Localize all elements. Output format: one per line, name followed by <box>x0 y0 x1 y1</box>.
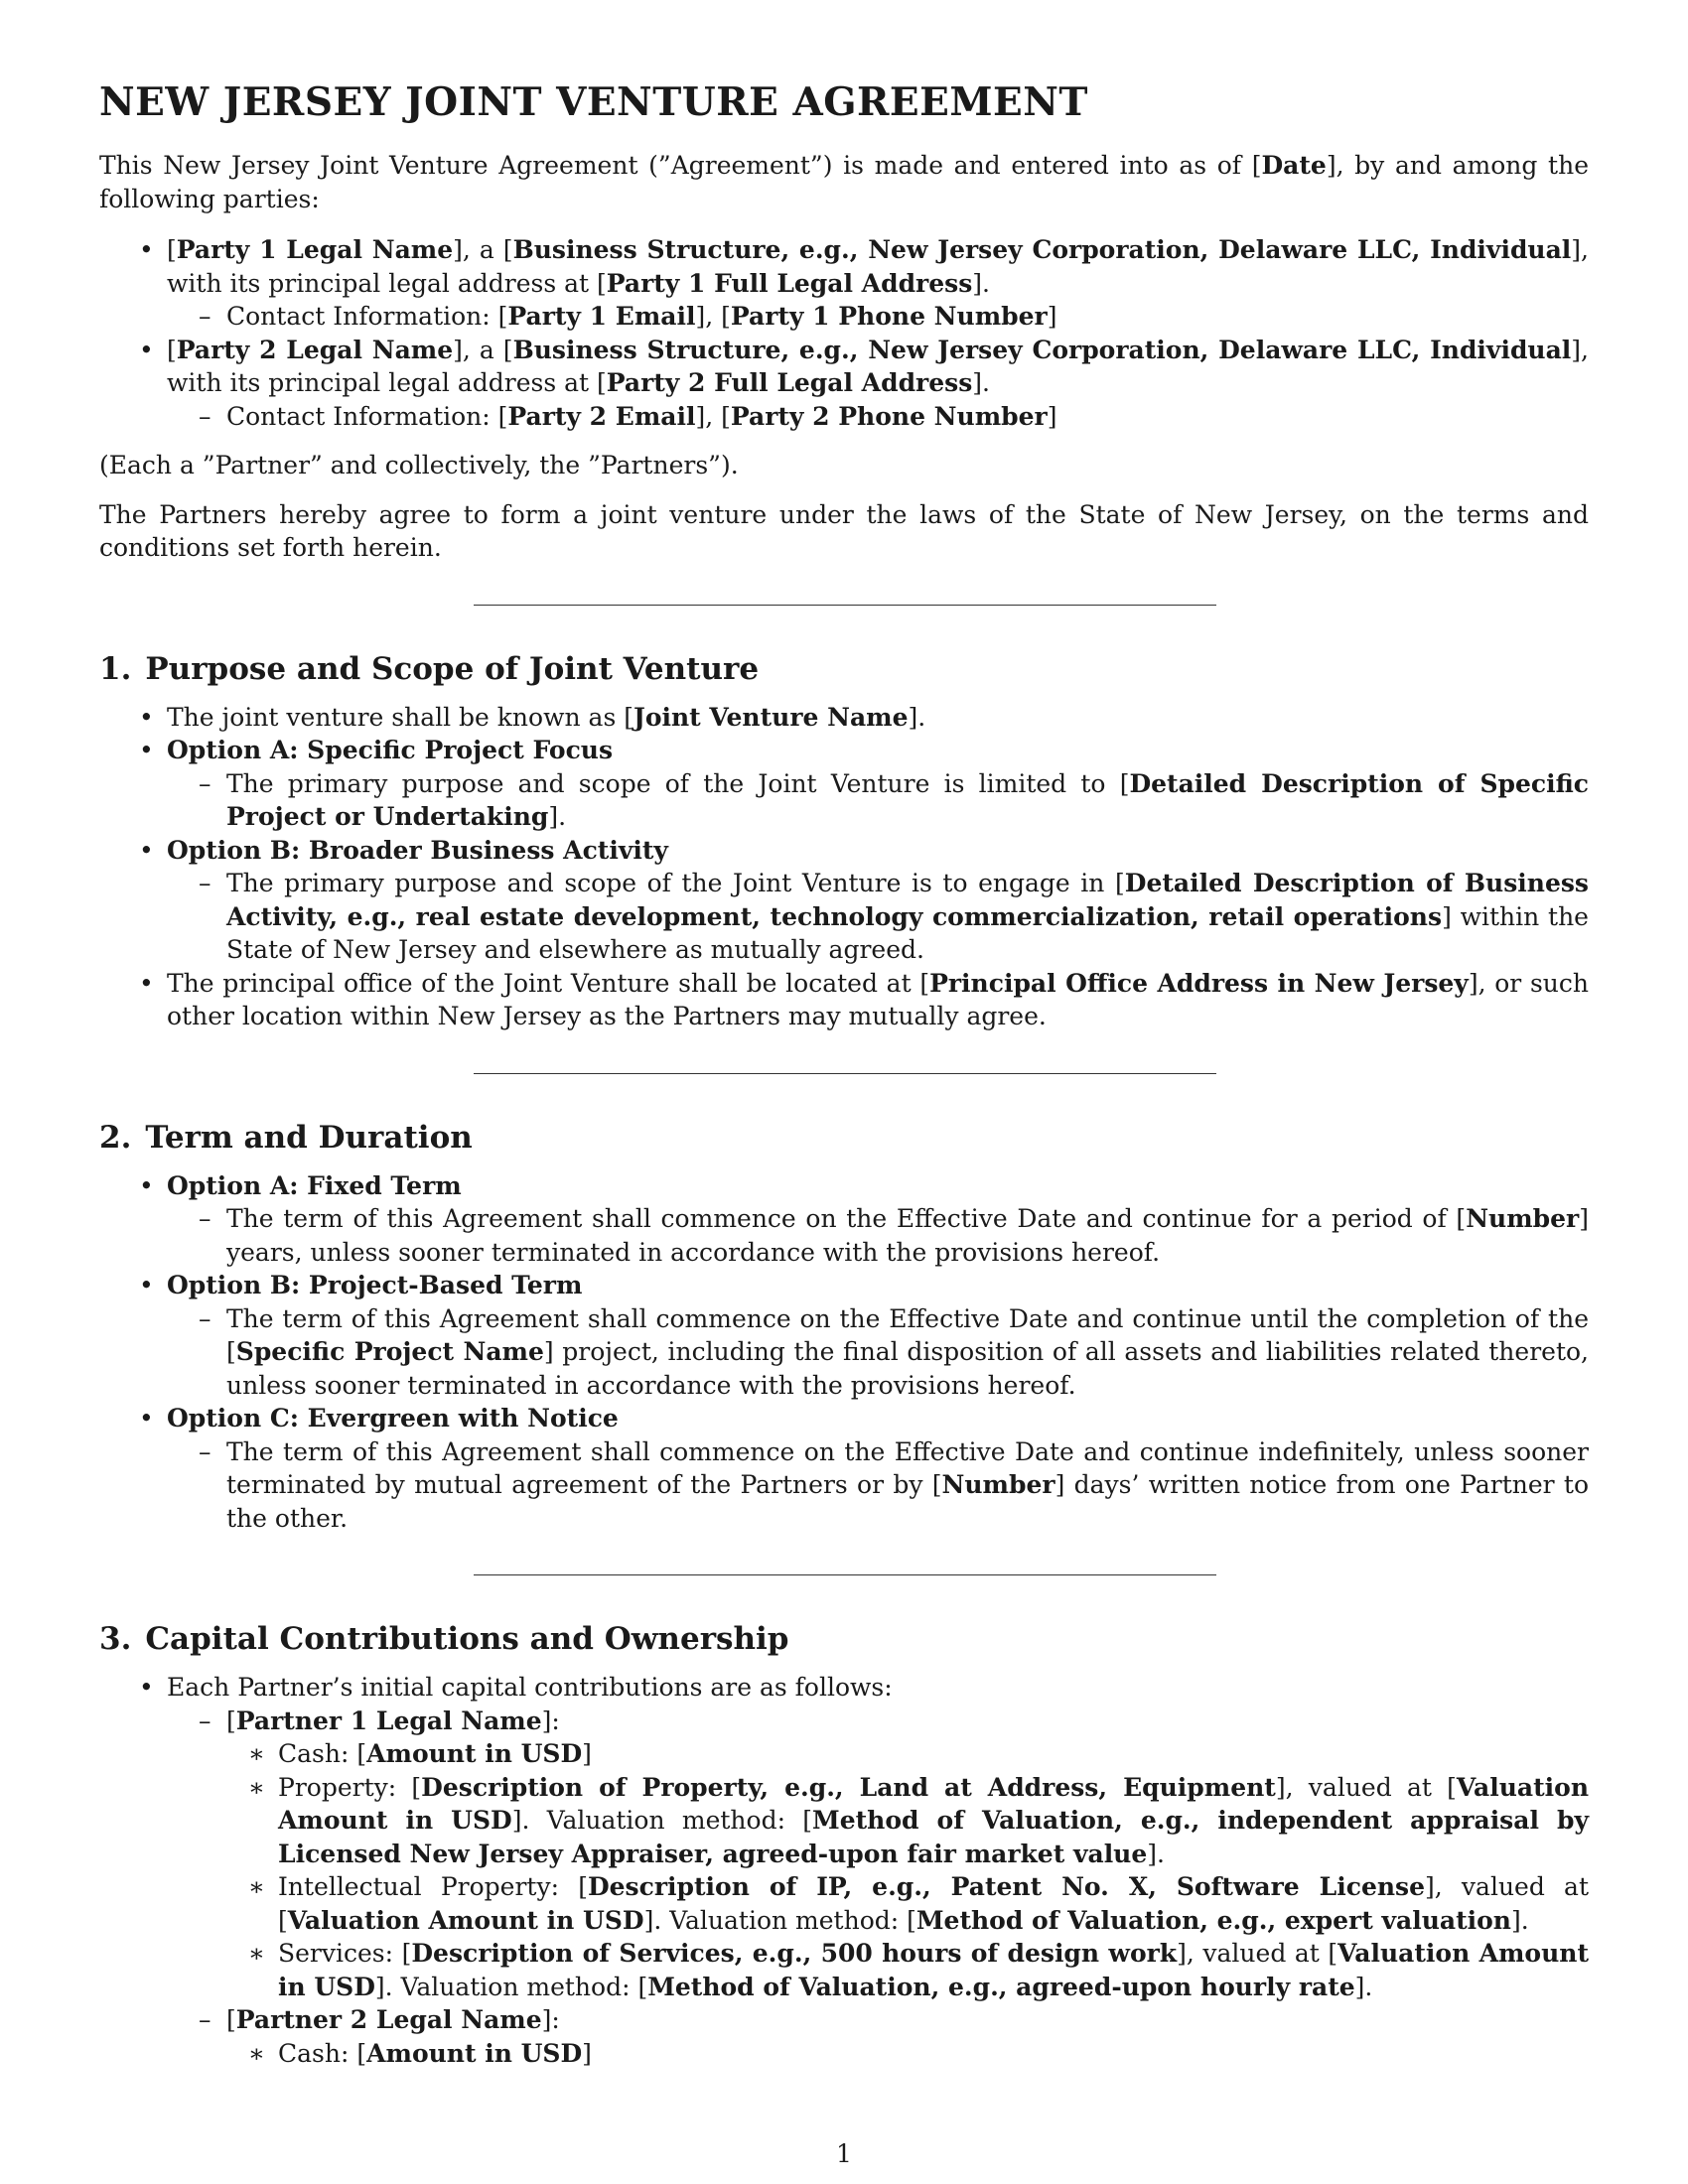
list-item <box>99 1169 1589 1270</box>
section-divider <box>474 1574 1216 1575</box>
list-item: ∗ Cash: [Amount in USD] <box>226 2037 1589 2071</box>
list-item: ∗ Services: [Description of Services, e.g., 500 hours of design work], valued at [Valuation Amount in USD]. Valuation method: [Method of Valuation, e.g., agreed-upon hourly rate]. <box>226 1937 1589 2003</box>
list-item <box>99 1402 1589 1535</box>
partner-1-contributions: – [Partner 1 Legal Name]: ∗ Cash: [Amount in USD] ∗ Property: [Description of Property, e.g., Land at Address, Equipment], valued at [Valuation Amount in USD]. Valuation method: [Method of Valuation, e.g., independent appraisal by Licensed New Jersey Appraiser, agreed-upon fair market value]. ∗ Intellectual Property: [Description of IP, e.g., Patent No. X, Software License], valued at [Valuation Amount in USD]. Valuation method: [Method of Valuation, e.g., expert valuation]. ∗ Services: [Description of Services, e.g., 500 hours of design work], valued at [Valuation Amount in USD]. Valuation method: [Method of Valuation, e.g., agreed-upon hourly rate]. <box>167 1705 1589 2004</box>
party-2-contact: – Contact Information: [Party 2 Email], [Party 2 Phone Number] <box>167 400 1589 434</box>
section-1-list <box>99 701 1589 1033</box>
list-item: – The term of this Agreement shall commence on the Effective Date and continue for a period of [Number] years, unless sooner terminated in accordance with the provisions hereof. <box>167 1202 1589 1269</box>
list-item: • The principal office of the Joint Venture shall be located at [Principal Office Address in New Jersey], or such other location within New Jersey as the Partners may mutually agree. <box>99 967 1589 1033</box>
list-item: • Each Partner’s initial capital contributions are as follows: – [Partner 1 Legal Name]: ∗ Cash: [Amount in USD] ∗ Property: [Description of Property, e.g., Land at Address, Equipment], valued at [Valuation Amount in USD]. Valuation method: [Method of Valuation, e.g., independent appraisal by Licensed New Jersey Appraiser, agreed-upon fair market value]. ∗ Intellectual Property: [Description of IP, e.g., Patent No. X, Software License], valued at [Valuation Amount in USD]. Valuation method: [Method of Valuation, e.g., expert valuation]. ∗ Services: [Description of Services, e.g., 500 hours of design work], valued at [Valuation Amount in USD]. Valuation method: [Method of Valuation, e.g., agreed-upon hourly rate]. – [Partner 2 Legal Name]: ∗ Cash: [Amount in USD] <box>99 1671 1589 2070</box>
agreement-paragraph: The Partners hereby agree to form a joint venture under the laws of the State of New Jersey, on the terms and conditions set forth herein. <box>99 499 1589 562</box>
list-item <box>99 734 1589 834</box>
list-item: – The primary purpose and scope of the Joint Venture is limited to [Detailed Description of Specific Project or Undertaking]. <box>167 767 1589 834</box>
page-number: 1 <box>836 2139 852 2168</box>
option-label: Option B: Project-Based Term <box>167 1271 583 1299</box>
section-1-heading: 1. Purpose and Scope of Joint Venture <box>99 650 760 687</box>
option-label: Option C: Evergreen with Notice <box>167 1404 619 1433</box>
list-item: – The primary purpose and scope of the Joint Venture is to engage in [Detailed Description of Business Activity, e.g., real estate development, technology commercialization, retail operations] within the State of New Jersey and elsewhere as mutually agreed. <box>167 867 1589 967</box>
document-title: NEW JERSEY JOINT VENTURE AGREEMENT <box>99 79 1088 125</box>
section-divider <box>474 605 1216 606</box>
list-item: ∗ Cash: [Amount in USD] <box>226 1737 1589 1771</box>
document-page <box>99 77 1589 2070</box>
list-item <box>99 834 1589 967</box>
parties-list <box>99 233 1589 433</box>
party-1-contact: – Contact Information: [Party 1 Email], [Party 1 Phone Number] <box>167 300 1589 334</box>
list-item: – The term of this Agreement shall commence on the Effective Date and continue until the completion of the [Specific Project Name] project, including the final disposition of all assets and liabilities related thereto, unless sooner terminated in accordance with the provisions hereof. <box>167 1302 1589 1403</box>
option-label: Option B: Broader Business Activity <box>167 835 668 865</box>
option-label: Option A: Fixed Term <box>167 1170 462 1200</box>
section-3-heading: 3. Capital Contributions and Ownership <box>99 1621 789 1657</box>
party-1-item: • [Party 1 Legal Name], a [Business Structure, e.g., New Jersey Corporation, Delaware LLC, Individual], with its principal legal address at [Party 1 Full Legal Address]. – Contact Information: [Party 1 Email], [Party 1 Phone Number] <box>99 233 1589 334</box>
option-label: Option A: Specific Project Focus <box>167 736 614 764</box>
list-item: • The joint venture shall be known as [Joint Venture Name]. <box>99 701 1589 735</box>
date-placeholder: Date <box>1261 151 1327 180</box>
each-partner-paragraph: (Each a ”Partner” and collectively, the ”Partners”). <box>99 451 739 479</box>
section-divider <box>474 1073 1216 1074</box>
section-3-list <box>99 1671 1589 2070</box>
intro-paragraph: This New Jersey Joint Venture Agreement (”Agreement”) is made and entered into as of [Date], by and among the following parties: <box>99 151 1589 213</box>
partner-2-contributions: – [Partner 2 Legal Name]: ∗ Cash: [Amount in USD] <box>167 2003 1589 2070</box>
party-2-item: • [Party 2 Legal Name], a [Business Structure, e.g., New Jersey Corporation, Delaware LLC, Individual], with its principal legal address at [Party 2 Full Legal Address]. – Contact Information: [Party 2 Email], [Party 2 Phone Number] <box>99 334 1589 434</box>
list-item: ∗ Intellectual Property: [Description of IP, e.g., Patent No. X, Software License], valued at [Valuation Amount in USD]. Valuation method: [Method of Valuation, e.g., expert valuation]. <box>226 1870 1589 1937</box>
list-item: – The term of this Agreement shall commence on the Effective Date and continue indefinitely, unless sooner terminated by mutual agreement of the Partners or by [Number] days’ written notice from one Partner to the other. <box>167 1435 1589 1536</box>
section-2-heading: 2. Term and Duration <box>99 1119 473 1156</box>
list-item: ∗ Property: [Description of Property, e.g., Land at Address, Equipment], valued at [Valuation Amount in USD]. Valuation method: [Method of Valuation, e.g., independent appraisal by Licensed New Jersey Appraiser, agreed-upon fair market value]. <box>226 1771 1589 1871</box>
list-item <box>99 1269 1589 1402</box>
section-2-list <box>99 1169 1589 1536</box>
